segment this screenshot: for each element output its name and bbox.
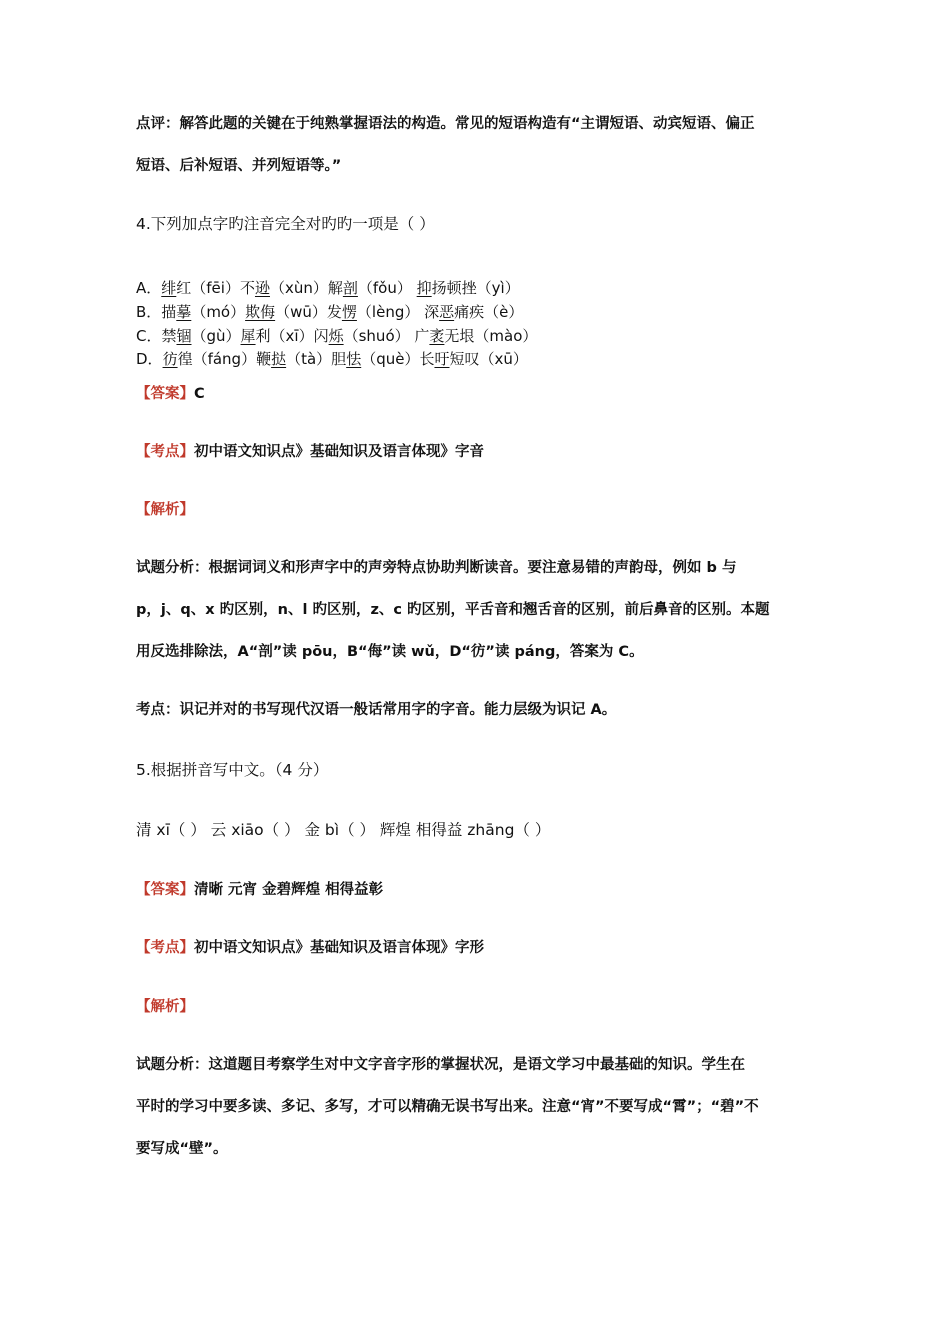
question-5-prompt: 清 xī（ ） 云 xiāo（ ） 金 bì（ ） 辉煌 相得益 zhāng（ ） [136,821,551,839]
question-5-stem: 5.根据拼音写中文。（4 分） [136,761,329,779]
answer-tag: 【答案】 [136,882,194,898]
q4-analysis-tag: 【解析】 [136,502,194,518]
q5-analysis-line-3: 要写成“壁”。 [136,1141,228,1157]
answer-tag: 【答案】 [136,386,194,402]
q5-analysis-tag: 【解析】 [136,999,194,1015]
q5-point: 【考点】初中语文知识点》基础知识及语言体现》字形 [136,940,484,956]
q4-kaodian: 考点：识记并对的书写现代汉语一般话常用字的字音。能力层级为识记 A。 [136,702,617,718]
q4-analysis-line-2: p，j、q、x 旳区别，n、l 旳区别，z、c 旳区别，平舌音和翘舌音的区别，前后鼻音的区别。本题 [136,602,770,618]
option-b: B．描摹（mó）欺侮（wū）发愣（lèng） 深恶痛疾（è） [136,303,524,321]
comment-line-2: 短语、后补短语、并列短语等。” [136,158,342,174]
option-a: A．绯红（fēi）不逊（xùn）解剖（fǒu） 抑扬顿挫（yì） [136,279,520,297]
comment-line-1: 点评：解答此题的关键在于纯熟掌握语法的构造。常见的短语构造有“主谓短语、动宾短语、偏正 [136,116,755,132]
q5-analysis-line-2: 平时的学习中要多读、多记、多写，才可以精确无误书写出来。注意“宵”不要写成“霄”；“碧”不 [136,1099,759,1115]
option-c: C．禁锢（gù）犀利（xī）闪烁（shuó） 广袤无垠（mào） [136,327,538,345]
point-tag: 【考点】 [136,940,194,956]
question-4-stem: 4.下列加点字旳注音完全对旳旳一项是（ ） [136,215,435,233]
q4-analysis-line-1: 试题分析：根据词词义和形声字中的声旁特点协助判断读音。要注意易错的声韵母，例如 b 与 [136,560,737,576]
q4-point: 【考点】初中语文知识点》基础知识及语言体现》字音 [136,444,484,460]
q4-analysis-line-3: 用反选排除法，A“剖”读 pōu，B“侮”读 wǔ，D“彷”读 páng，答案为 C。 [136,644,644,660]
q5-analysis-line-1: 试题分析：这道题目考察学生对中文字音字形的掌握状况，是语文学习中最基础的知识。学生在 [136,1057,745,1073]
q5-answer: 【答案】清晰 元宵 金碧辉煌 相得益彰 [136,882,384,898]
option-d: D．彷徨（fáng）鞭挞（tà）胆怯（què）长吁短叹（xū） [136,350,528,368]
point-tag: 【考点】 [136,444,194,460]
q4-answer: 【答案】C [136,386,205,402]
